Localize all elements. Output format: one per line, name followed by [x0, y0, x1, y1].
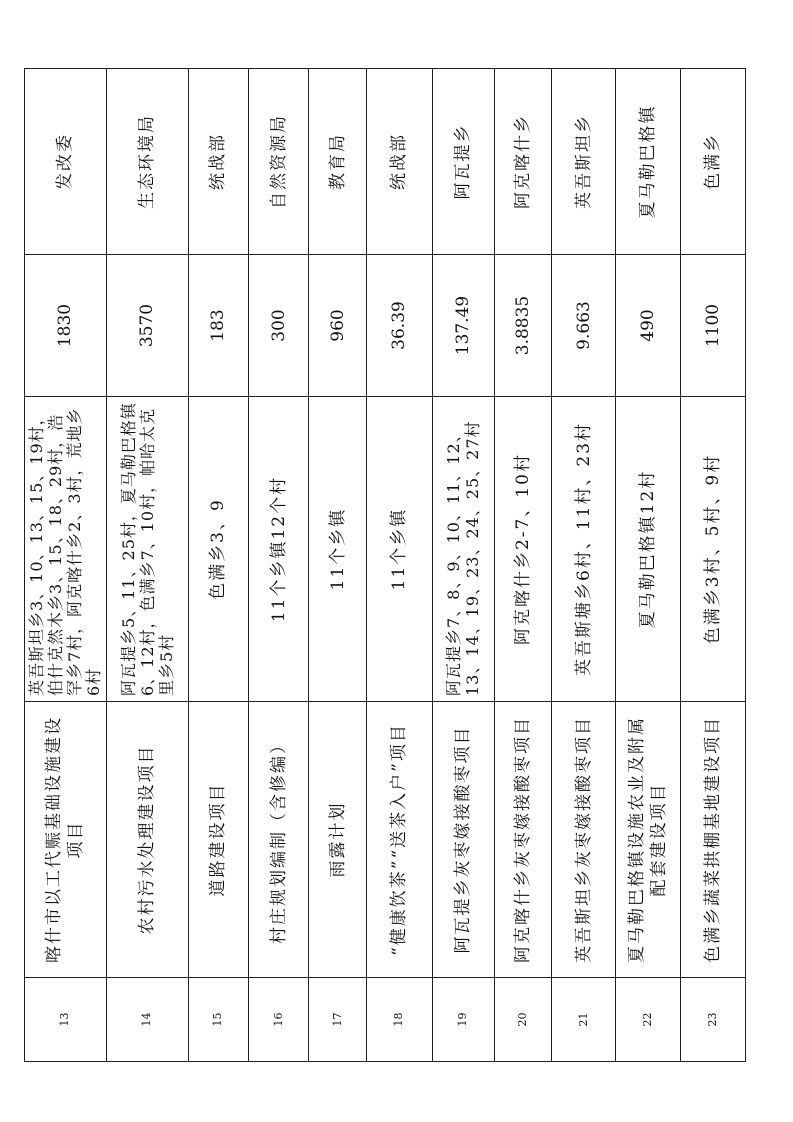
project-location: 英吾斯塘乡6村、11村、23村: [551, 397, 615, 702]
project-name: 村庄规划编制（含修编）: [249, 702, 309, 978]
project-amount: 3570: [106, 255, 188, 397]
table-row: [551, 69, 615, 1062]
project-name: 雨露计划: [309, 702, 367, 978]
project-location: 11个乡镇: [309, 397, 367, 702]
project-name: 农村污水处理建设项目: [106, 702, 188, 978]
responsible-dept: 色满乡: [680, 69, 745, 255]
responsible-dept: 教育局: [309, 69, 367, 255]
project-name: “健康饮茶”“送茶入户”项目: [367, 702, 432, 978]
project-location: 11个乡镇: [367, 397, 432, 702]
project-amount: 183: [188, 255, 248, 397]
row-number: 23: [680, 978, 745, 1062]
table-row: [309, 69, 367, 1062]
table-row: [249, 69, 309, 1062]
responsible-dept: 阿克喀什乡: [494, 69, 551, 255]
project-amount: 9.663: [551, 255, 615, 397]
table-row: [367, 69, 432, 1062]
project-location: 色满乡3、9: [188, 397, 248, 702]
table-row: [106, 69, 188, 1062]
row-number: 19: [432, 978, 494, 1062]
responsible-dept: 阿瓦提乡: [432, 69, 494, 255]
project-location: 11个乡镇12个村: [249, 397, 309, 702]
project-location: 阿瓦提乡7、8、9、10、11、12、13、14、19、23、24、25、27村: [432, 397, 494, 702]
project-name: 阿瓦提乡灰枣嫁接酸枣项目: [432, 702, 494, 978]
responsible-dept: 自然资源局: [249, 69, 309, 255]
project-location: 阿瓦提乡5、11、25村，夏马勒巴格镇6、12村，色满乡7、10村，帕哈太克里乡5村: [106, 397, 188, 702]
row-number: 18: [367, 978, 432, 1062]
row-number: 13: [25, 978, 107, 1062]
responsible-dept: 夏马勒巴格镇: [616, 69, 680, 255]
project-name: 道路建设项目: [188, 702, 248, 978]
project-amount: 36.39: [367, 255, 432, 397]
responsible-dept: 统战部: [188, 69, 248, 255]
project-name: 夏马勒巴格镇设施农业及附属配套建设项目: [616, 702, 680, 978]
project-amount: 300: [249, 255, 309, 397]
responsible-dept: 英吾斯坦乡: [551, 69, 615, 255]
table-row: [494, 69, 551, 1062]
rotated-table-page: [24, 69, 746, 1062]
project-location: 阿克喀什乡2-7、10村: [494, 397, 551, 702]
project-amount: 960: [309, 255, 367, 397]
project-name: 阿克喀什乡灰枣嫁接酸枣项目: [494, 702, 551, 978]
project-location: 英吾斯坦乡3、10、13、15、19村，伯什克然木乡3、15、18、29村，浩罕乡7村，阿克喀什乡2、3村，荒地乡6村: [25, 397, 107, 702]
project-amount: 1830: [25, 255, 107, 397]
row-number: 21: [551, 978, 615, 1062]
table-row: [432, 69, 494, 1062]
project-location: 色满乡3村、5村、9村: [680, 397, 745, 702]
row-number: 16: [249, 978, 309, 1062]
row-number: 14: [106, 978, 188, 1062]
table-row: [616, 69, 680, 1062]
responsible-dept: 生态环境局: [106, 69, 188, 255]
project-amount: 490: [616, 255, 680, 397]
table-row: [188, 69, 248, 1062]
project-amount: 1100: [680, 255, 745, 397]
project-name: 喀什市以工代赈基础设施建设项目: [25, 702, 107, 978]
project-table: [24, 68, 746, 1062]
row-number: 22: [616, 978, 680, 1062]
project-location: 夏马勒巴格镇12村: [616, 397, 680, 702]
row-number: 15: [188, 978, 248, 1062]
project-name: 色满乡蔬菜拱棚基地建设项目: [680, 702, 745, 978]
table-row: [25, 69, 107, 1062]
responsible-dept: 统战部: [367, 69, 432, 255]
row-number: 20: [494, 978, 551, 1062]
row-number: 17: [309, 978, 367, 1062]
project-name: 英吾斯坦乡灰枣嫁接酸枣项目: [551, 702, 615, 978]
responsible-dept: 发改委: [25, 69, 107, 255]
project-amount: 137.49: [432, 255, 494, 397]
project-amount: 3.8835: [494, 255, 551, 397]
table-row: [680, 69, 745, 1062]
